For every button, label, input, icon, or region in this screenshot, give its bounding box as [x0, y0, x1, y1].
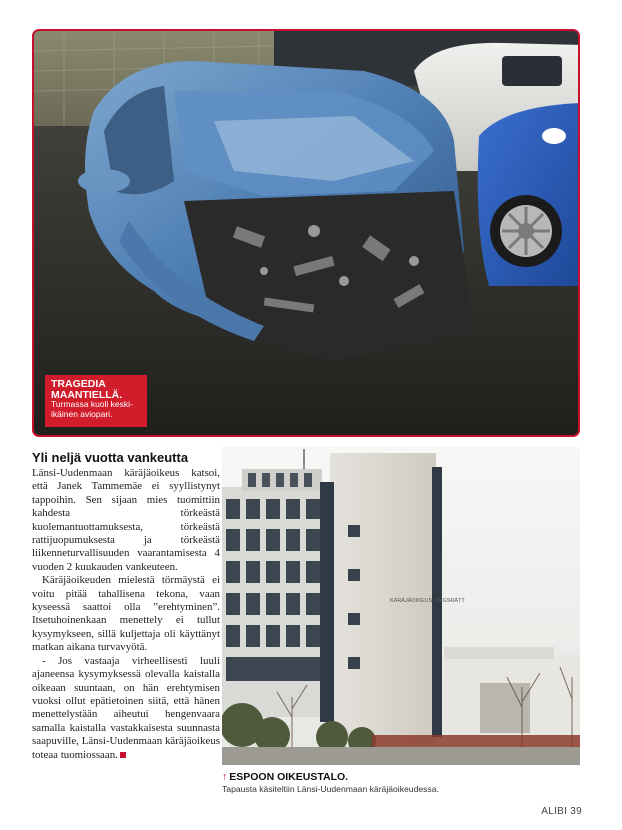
article-paragraph: Käräjäoikeuden mielestä törmäystä ei voitu pitää tahallisena tekona, vaan kyseessä saattoi olla ”erehtyminen”. Itsetuhoinenkaan menettely ei tullut kysymykseen, sillä kuljettaja oli käyttänyt matkan aikana turvavyötä. — [32, 574, 220, 654]
article-paragraph: Länsi-Uudenmaan käräjäoikeus katsoi, että Janek Tammemäe ei syyllistynyt tappoihin. Sen sijaan mies tuomittiin kahdesta törkeästä kuolemantuottamuksesta, törkeästä rattijuopumuksesta ja törkeästä liikenneturvallisuuden vaarantamisesta 4 vuoden 2 kuukauden vankeuteen. — [32, 467, 220, 573]
article-paragraph — [32, 655, 220, 762]
photo-tag-title: TRAGEDIA MAANTIELLÄ. — [51, 378, 123, 401]
end-mark-icon — [120, 752, 126, 758]
page-footer: ALIBI 39 — [541, 806, 582, 817]
courthouse-photo — [222, 447, 580, 765]
courthouse-illustration — [222, 447, 580, 765]
article-body — [32, 467, 220, 762]
photo-caption-title — [222, 771, 348, 783]
crash-photo — [32, 29, 580, 437]
building-sign: KÄRÄJÄOIKEUS TINGSRÄTT — [390, 598, 465, 604]
article-headline: Yli neljä vuotta vankeutta — [32, 450, 189, 465]
arrow-up-icon: ↑ — [222, 771, 228, 783]
photo-caption-text: Tapausta käsiteltiin Länsi-Uudenmaan käräjäoikeudessa. — [222, 784, 439, 794]
photo-tag — [45, 375, 147, 427]
caption-title-text: ESPOON OIKEUSTALO. — [229, 771, 349, 783]
photo-tag-text: Turmassa kuoli keski-ikäinen aviopari. — [51, 399, 133, 419]
article-paragraph-text: - Jos vastaaja virheellisesti luuli ajaneensa kysymyksessä olevalla kaistalla oikeaan suuntaan, on hän erehtymisen vuoksi ollut epätietoinen siitä, että hänen menettelystään aiheutui hengenvaara samalla kaistalla vastakkaisesta suunnasta saapuville, Länsi-Uudenmaan käräjäoikeus toteaa tuomiossaan. — [32, 654, 220, 761]
